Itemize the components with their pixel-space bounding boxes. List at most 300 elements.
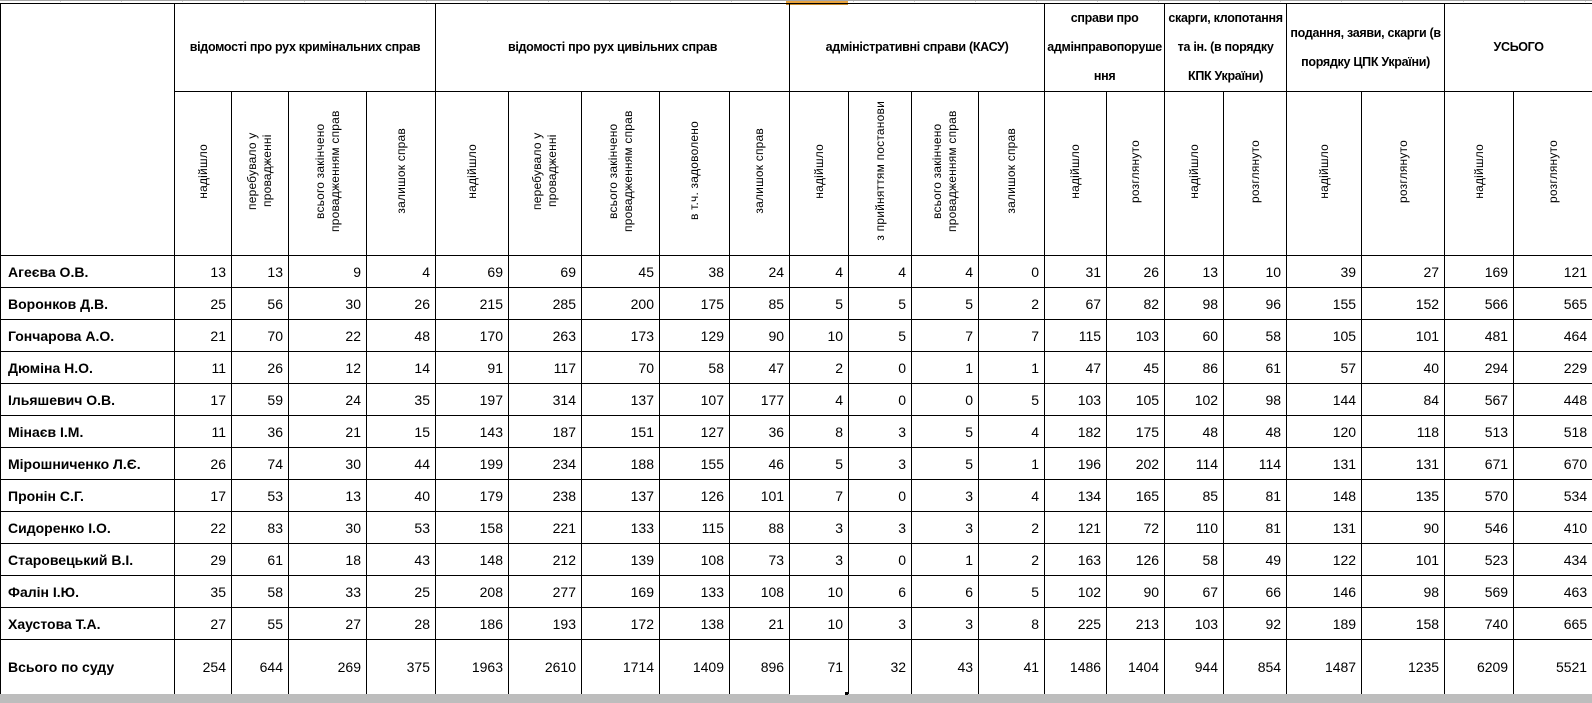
value-cell[interactable]: 534	[1514, 480, 1592, 512]
value-cell[interactable]: 53	[232, 480, 289, 512]
value-cell[interactable]: 202	[1107, 448, 1165, 480]
value-cell[interactable]: 143	[436, 416, 509, 448]
value-cell[interactable]: 73	[730, 544, 790, 576]
value-cell[interactable]: 570	[1445, 480, 1514, 512]
value-cell[interactable]: 86	[1165, 352, 1224, 384]
group-header[interactable]: відомості про рух цивільних справ	[436, 4, 790, 92]
judge-name-cell[interactable]: Всього по суду	[1, 640, 175, 696]
value-cell[interactable]: 5	[912, 448, 979, 480]
value-cell[interactable]: 1404	[1107, 640, 1165, 696]
value-cell[interactable]: 58	[232, 576, 289, 608]
value-cell[interactable]: 45	[582, 256, 660, 288]
value-cell[interactable]: 3	[849, 608, 912, 640]
value-cell[interactable]: 137	[582, 384, 660, 416]
value-cell[interactable]: 375	[367, 640, 436, 696]
value-cell[interactable]: 158	[1362, 608, 1445, 640]
group-header[interactable]: адміністративні справи (КАСУ)	[790, 4, 1045, 92]
value-cell[interactable]: 49	[1224, 544, 1287, 576]
value-cell[interactable]: 481	[1445, 320, 1514, 352]
value-cell[interactable]: 102	[1045, 576, 1107, 608]
value-cell[interactable]: 48	[1224, 416, 1287, 448]
value-cell[interactable]: 5	[979, 576, 1045, 608]
value-cell[interactable]: 0	[849, 384, 912, 416]
value-cell[interactable]: 122	[1287, 544, 1362, 576]
value-cell[interactable]: 567	[1445, 384, 1514, 416]
value-cell[interactable]: 225	[1045, 608, 1107, 640]
column-header[interactable]	[289, 92, 367, 256]
value-cell[interactable]: 8	[790, 416, 849, 448]
value-cell[interactable]: 238	[509, 480, 582, 512]
value-cell[interactable]: 84	[1362, 384, 1445, 416]
value-cell[interactable]: 126	[1107, 544, 1165, 576]
value-cell[interactable]: 186	[436, 608, 509, 640]
value-cell[interactable]: 53	[367, 512, 436, 544]
value-cell[interactable]: 126	[660, 480, 730, 512]
value-cell[interactable]: 644	[232, 640, 289, 696]
value-cell[interactable]: 101	[730, 480, 790, 512]
value-cell[interactable]: 448	[1514, 384, 1592, 416]
value-cell[interactable]: 67	[1165, 576, 1224, 608]
value-cell[interactable]: 29	[175, 544, 232, 576]
value-cell[interactable]: 896	[730, 640, 790, 696]
value-cell[interactable]: 24	[730, 256, 790, 288]
value-cell[interactable]: 107	[660, 384, 730, 416]
value-cell[interactable]: 14	[367, 352, 436, 384]
value-cell[interactable]: 101	[1362, 320, 1445, 352]
value-cell[interactable]: 13	[1165, 256, 1224, 288]
column-header[interactable]	[1165, 92, 1224, 256]
value-cell[interactable]: 28	[367, 608, 436, 640]
value-cell[interactable]: 35	[175, 576, 232, 608]
value-cell[interactable]: 47	[1045, 352, 1107, 384]
value-cell[interactable]: 135	[1362, 480, 1445, 512]
value-cell[interactable]: 103	[1107, 320, 1165, 352]
value-cell[interactable]: 3	[790, 544, 849, 576]
value-cell[interactable]: 33	[289, 576, 367, 608]
value-cell[interactable]: 120	[1287, 416, 1362, 448]
value-cell[interactable]: 1	[912, 544, 979, 576]
value-cell[interactable]: 17	[175, 384, 232, 416]
column-header[interactable]	[175, 92, 232, 256]
value-cell[interactable]: 0	[979, 256, 1045, 288]
group-header[interactable]: відомості про рух кримінальних справ	[175, 4, 436, 92]
value-cell[interactable]: 155	[660, 448, 730, 480]
value-cell[interactable]: 61	[232, 544, 289, 576]
value-cell[interactable]: 7	[790, 480, 849, 512]
value-cell[interactable]: 90	[1362, 512, 1445, 544]
value-cell[interactable]: 108	[730, 576, 790, 608]
value-cell[interactable]: 234	[509, 448, 582, 480]
value-cell[interactable]: 172	[582, 608, 660, 640]
value-cell[interactable]: 196	[1045, 448, 1107, 480]
value-cell[interactable]: 163	[1045, 544, 1107, 576]
value-cell[interactable]: 134	[1045, 480, 1107, 512]
value-cell[interactable]: 114	[1165, 448, 1224, 480]
value-cell[interactable]: 565	[1514, 288, 1592, 320]
value-cell[interactable]: 546	[1445, 512, 1514, 544]
value-cell[interactable]: 129	[660, 320, 730, 352]
value-cell[interactable]: 518	[1514, 416, 1592, 448]
value-cell[interactable]: 55	[232, 608, 289, 640]
value-cell[interactable]: 13	[175, 256, 232, 288]
value-cell[interactable]: 43	[367, 544, 436, 576]
column-header[interactable]	[1045, 92, 1107, 256]
value-cell[interactable]: 108	[660, 544, 730, 576]
value-cell[interactable]: 103	[1165, 608, 1224, 640]
value-cell[interactable]: 38	[660, 256, 730, 288]
judge-name-cell[interactable]: Агеєва О.В.	[1, 256, 175, 288]
value-cell[interactable]: 3	[912, 480, 979, 512]
value-cell[interactable]: 22	[175, 512, 232, 544]
value-cell[interactable]: 59	[232, 384, 289, 416]
value-cell[interactable]: 30	[289, 512, 367, 544]
value-cell[interactable]: 81	[1224, 480, 1287, 512]
value-cell[interactable]: 102	[1165, 384, 1224, 416]
value-cell[interactable]: 513	[1445, 416, 1514, 448]
value-cell[interactable]: 131	[1362, 448, 1445, 480]
value-cell[interactable]: 4	[979, 480, 1045, 512]
value-cell[interactable]: 13	[232, 256, 289, 288]
value-cell[interactable]: 2	[979, 544, 1045, 576]
value-cell[interactable]: 69	[436, 256, 509, 288]
value-cell[interactable]: 169	[582, 576, 660, 608]
value-cell[interactable]: 127	[660, 416, 730, 448]
value-cell[interactable]: 26	[1107, 256, 1165, 288]
value-cell[interactable]: 45	[1107, 352, 1165, 384]
value-cell[interactable]: 58	[1165, 544, 1224, 576]
value-cell[interactable]: 188	[582, 448, 660, 480]
value-cell[interactable]: 6	[849, 576, 912, 608]
value-cell[interactable]: 138	[660, 608, 730, 640]
value-cell[interactable]: 39	[1287, 256, 1362, 288]
value-cell[interactable]: 58	[660, 352, 730, 384]
value-cell[interactable]: 103	[1045, 384, 1107, 416]
value-cell[interactable]: 98	[1362, 576, 1445, 608]
value-cell[interactable]: 0	[849, 544, 912, 576]
value-cell[interactable]: 5	[979, 384, 1045, 416]
value-cell[interactable]: 101	[1362, 544, 1445, 576]
judge-name-cell[interactable]: Хаустова Т.А.	[1, 608, 175, 640]
value-cell[interactable]: 67	[1045, 288, 1107, 320]
value-cell[interactable]: 0	[912, 384, 979, 416]
group-header[interactable]: подання, заяви, скарги (в порядку ЦПК України)	[1287, 4, 1445, 92]
value-cell[interactable]: 26	[232, 352, 289, 384]
value-cell[interactable]: 221	[509, 512, 582, 544]
value-cell[interactable]: 18	[289, 544, 367, 576]
value-cell[interactable]: 182	[1045, 416, 1107, 448]
value-cell[interactable]: 96	[1224, 288, 1287, 320]
value-cell[interactable]: 314	[509, 384, 582, 416]
judge-name-cell[interactable]: Пронін С.Г.	[1, 480, 175, 512]
value-cell[interactable]: 11	[175, 416, 232, 448]
value-cell[interactable]: 6209	[1445, 640, 1514, 696]
value-cell[interactable]: 5	[849, 288, 912, 320]
value-cell[interactable]: 115	[660, 512, 730, 544]
value-cell[interactable]: 5	[790, 448, 849, 480]
value-cell[interactable]: 105	[1107, 384, 1165, 416]
judge-name-cell[interactable]: Ільяшевич О.В.	[1, 384, 175, 416]
value-cell[interactable]: 7	[979, 320, 1045, 352]
value-cell[interactable]: 121	[1045, 512, 1107, 544]
column-header[interactable]	[790, 92, 849, 256]
value-cell[interactable]: 434	[1514, 544, 1592, 576]
value-cell[interactable]: 215	[436, 288, 509, 320]
value-cell[interactable]: 26	[175, 448, 232, 480]
group-header[interactable]: справи про адмінправопорушення	[1045, 4, 1165, 92]
value-cell[interactable]: 294	[1445, 352, 1514, 384]
value-cell[interactable]: 3	[849, 448, 912, 480]
value-cell[interactable]: 82	[1107, 288, 1165, 320]
judge-name-cell[interactable]: Сидоренко І.О.	[1, 512, 175, 544]
value-cell[interactable]: 170	[436, 320, 509, 352]
value-cell[interactable]: 3	[912, 608, 979, 640]
value-cell[interactable]: 114	[1224, 448, 1287, 480]
value-cell[interactable]: 70	[582, 352, 660, 384]
value-cell[interactable]: 229	[1514, 352, 1592, 384]
column-header[interactable]	[436, 92, 509, 256]
column-header[interactable]	[849, 92, 912, 256]
value-cell[interactable]: 121	[1514, 256, 1592, 288]
value-cell[interactable]: 213	[1107, 608, 1165, 640]
column-header[interactable]	[1514, 92, 1592, 256]
value-cell[interactable]: 131	[1287, 512, 1362, 544]
value-cell[interactable]: 199	[436, 448, 509, 480]
value-cell[interactable]: 4	[790, 256, 849, 288]
value-cell[interactable]: 27	[1362, 256, 1445, 288]
column-header[interactable]	[1445, 92, 1514, 256]
value-cell[interactable]: 463	[1514, 576, 1592, 608]
value-cell[interactable]: 175	[1107, 416, 1165, 448]
value-cell[interactable]: 40	[367, 480, 436, 512]
value-cell[interactable]: 90	[730, 320, 790, 352]
value-cell[interactable]: 2610	[509, 640, 582, 696]
value-cell[interactable]: 175	[660, 288, 730, 320]
value-cell[interactable]: 17	[175, 480, 232, 512]
value-cell[interactable]: 133	[582, 512, 660, 544]
value-cell[interactable]: 179	[436, 480, 509, 512]
value-cell[interactable]: 0	[849, 480, 912, 512]
value-cell[interactable]: 155	[1287, 288, 1362, 320]
value-cell[interactable]: 5	[912, 288, 979, 320]
value-cell[interactable]: 131	[1287, 448, 1362, 480]
value-cell[interactable]: 193	[509, 608, 582, 640]
value-cell[interactable]: 1	[979, 448, 1045, 480]
value-cell[interactable]: 98	[1224, 384, 1287, 416]
value-cell[interactable]: 115	[1045, 320, 1107, 352]
column-header[interactable]	[979, 92, 1045, 256]
value-cell[interactable]: 46	[730, 448, 790, 480]
value-cell[interactable]: 10	[790, 320, 849, 352]
value-cell[interactable]: 81	[1224, 512, 1287, 544]
column-header[interactable]	[912, 92, 979, 256]
value-cell[interactable]: 0	[849, 352, 912, 384]
value-cell[interactable]: 118	[1362, 416, 1445, 448]
column-header[interactable]	[660, 92, 730, 256]
value-cell[interactable]: 41	[979, 640, 1045, 696]
column-header[interactable]	[1107, 92, 1165, 256]
value-cell[interactable]: 70	[232, 320, 289, 352]
value-cell[interactable]: 1714	[582, 640, 660, 696]
value-cell[interactable]: 6	[912, 576, 979, 608]
value-cell[interactable]: 22	[289, 320, 367, 352]
value-cell[interactable]: 88	[730, 512, 790, 544]
value-cell[interactable]: 4	[790, 384, 849, 416]
value-cell[interactable]: 72	[1107, 512, 1165, 544]
value-cell[interactable]: 60	[1165, 320, 1224, 352]
value-cell[interactable]: 48	[1165, 416, 1224, 448]
corner-cell[interactable]	[1, 4, 175, 256]
value-cell[interactable]: 36	[232, 416, 289, 448]
value-cell[interactable]: 48	[367, 320, 436, 352]
value-cell[interactable]: 15	[367, 416, 436, 448]
column-header[interactable]	[730, 92, 790, 256]
value-cell[interactable]: 110	[1165, 512, 1224, 544]
value-cell[interactable]: 27	[289, 608, 367, 640]
value-cell[interactable]: 2	[979, 512, 1045, 544]
value-cell[interactable]: 3	[790, 512, 849, 544]
value-cell[interactable]: 3	[849, 416, 912, 448]
value-cell[interactable]: 1487	[1287, 640, 1362, 696]
value-cell[interactable]: 144	[1287, 384, 1362, 416]
judge-name-cell[interactable]: Старовецький В.І.	[1, 544, 175, 576]
column-header[interactable]	[1287, 92, 1362, 256]
value-cell[interactable]: 208	[436, 576, 509, 608]
value-cell[interactable]: 212	[509, 544, 582, 576]
value-cell[interactable]: 158	[436, 512, 509, 544]
column-header[interactable]	[367, 92, 436, 256]
value-cell[interactable]: 4	[367, 256, 436, 288]
value-cell[interactable]: 3	[912, 512, 979, 544]
value-cell[interactable]: 57	[1287, 352, 1362, 384]
value-cell[interactable]: 30	[289, 448, 367, 480]
value-cell[interactable]: 665	[1514, 608, 1592, 640]
value-cell[interactable]: 56	[232, 288, 289, 320]
value-cell[interactable]: 10	[1224, 256, 1287, 288]
value-cell[interactable]: 85	[1165, 480, 1224, 512]
value-cell[interactable]: 21	[289, 416, 367, 448]
value-cell[interactable]: 69	[509, 256, 582, 288]
value-cell[interactable]: 66	[1224, 576, 1287, 608]
value-cell[interactable]: 148	[436, 544, 509, 576]
value-cell[interactable]: 85	[730, 288, 790, 320]
value-cell[interactable]: 169	[1445, 256, 1514, 288]
value-cell[interactable]: 148	[1287, 480, 1362, 512]
value-cell[interactable]: 12	[289, 352, 367, 384]
value-cell[interactable]: 944	[1165, 640, 1224, 696]
value-cell[interactable]: 44	[367, 448, 436, 480]
value-cell[interactable]: 152	[1362, 288, 1445, 320]
value-cell[interactable]: 464	[1514, 320, 1592, 352]
column-header[interactable]	[1224, 92, 1287, 256]
value-cell[interactable]: 4	[979, 416, 1045, 448]
value-cell[interactable]: 177	[730, 384, 790, 416]
value-cell[interactable]: 197	[436, 384, 509, 416]
value-cell[interactable]: 269	[289, 640, 367, 696]
group-header[interactable]: УСЬОГО	[1445, 4, 1592, 92]
value-cell[interactable]: 7	[912, 320, 979, 352]
value-cell[interactable]: 74	[232, 448, 289, 480]
judge-name-cell[interactable]: Фалін І.Ю.	[1, 576, 175, 608]
value-cell[interactable]: 263	[509, 320, 582, 352]
value-cell[interactable]: 83	[232, 512, 289, 544]
value-cell[interactable]: 187	[509, 416, 582, 448]
value-cell[interactable]: 133	[660, 576, 730, 608]
column-header[interactable]	[1362, 92, 1445, 256]
value-cell[interactable]: 25	[175, 288, 232, 320]
value-cell[interactable]: 277	[509, 576, 582, 608]
value-cell[interactable]: 98	[1165, 288, 1224, 320]
judge-name-cell[interactable]: Гончарова А.О.	[1, 320, 175, 352]
value-cell[interactable]: 189	[1287, 608, 1362, 640]
value-cell[interactable]: 10	[790, 576, 849, 608]
value-cell[interactable]: 139	[582, 544, 660, 576]
value-cell[interactable]: 5	[912, 416, 979, 448]
value-cell[interactable]: 47	[730, 352, 790, 384]
value-cell[interactable]: 91	[436, 352, 509, 384]
value-cell[interactable]: 165	[1107, 480, 1165, 512]
judge-name-cell[interactable]: Воронков Д.В.	[1, 288, 175, 320]
value-cell[interactable]: 27	[175, 608, 232, 640]
value-cell[interactable]: 671	[1445, 448, 1514, 480]
value-cell[interactable]: 21	[175, 320, 232, 352]
value-cell[interactable]: 61	[1224, 352, 1287, 384]
value-cell[interactable]: 36	[730, 416, 790, 448]
value-cell[interactable]: 151	[582, 416, 660, 448]
value-cell[interactable]: 117	[509, 352, 582, 384]
value-cell[interactable]: 8	[979, 608, 1045, 640]
value-cell[interactable]: 2	[790, 352, 849, 384]
value-cell[interactable]: 1486	[1045, 640, 1107, 696]
value-cell[interactable]: 3	[849, 512, 912, 544]
value-cell[interactable]: 5	[849, 320, 912, 352]
value-cell[interactable]: 9	[289, 256, 367, 288]
value-cell[interactable]: 43	[912, 640, 979, 696]
value-cell[interactable]: 11	[175, 352, 232, 384]
judge-name-cell[interactable]: Мірошниченко Л.Є.	[1, 448, 175, 480]
value-cell[interactable]: 92	[1224, 608, 1287, 640]
value-cell[interactable]: 670	[1514, 448, 1592, 480]
value-cell[interactable]: 25	[367, 576, 436, 608]
value-cell[interactable]: 13	[289, 480, 367, 512]
value-cell[interactable]: 35	[367, 384, 436, 416]
value-cell[interactable]: 146	[1287, 576, 1362, 608]
value-cell[interactable]: 173	[582, 320, 660, 352]
column-header[interactable]	[582, 92, 660, 256]
value-cell[interactable]: 21	[730, 608, 790, 640]
value-cell[interactable]: 4	[849, 256, 912, 288]
column-header[interactable]	[509, 92, 582, 256]
group-header[interactable]: скарги, клопотання та ін. (в порядку КПК України)	[1165, 4, 1287, 92]
value-cell[interactable]: 137	[582, 480, 660, 512]
judge-name-cell[interactable]: Дюміна Н.О.	[1, 352, 175, 384]
value-cell[interactable]: 105	[1287, 320, 1362, 352]
value-cell[interactable]: 31	[1045, 256, 1107, 288]
value-cell[interactable]: 1235	[1362, 640, 1445, 696]
value-cell[interactable]: 5521	[1514, 640, 1592, 696]
value-cell[interactable]: 569	[1445, 576, 1514, 608]
value-cell[interactable]: 254	[175, 640, 232, 696]
value-cell[interactable]: 24	[289, 384, 367, 416]
value-cell[interactable]: 523	[1445, 544, 1514, 576]
value-cell[interactable]: 4	[912, 256, 979, 288]
value-cell[interactable]: 1963	[436, 640, 509, 696]
value-cell[interactable]: 71	[790, 640, 849, 696]
value-cell[interactable]: 2	[979, 288, 1045, 320]
value-cell[interactable]: 26	[367, 288, 436, 320]
value-cell[interactable]: 285	[509, 288, 582, 320]
value-cell[interactable]: 90	[1107, 576, 1165, 608]
value-cell[interactable]: 854	[1224, 640, 1287, 696]
